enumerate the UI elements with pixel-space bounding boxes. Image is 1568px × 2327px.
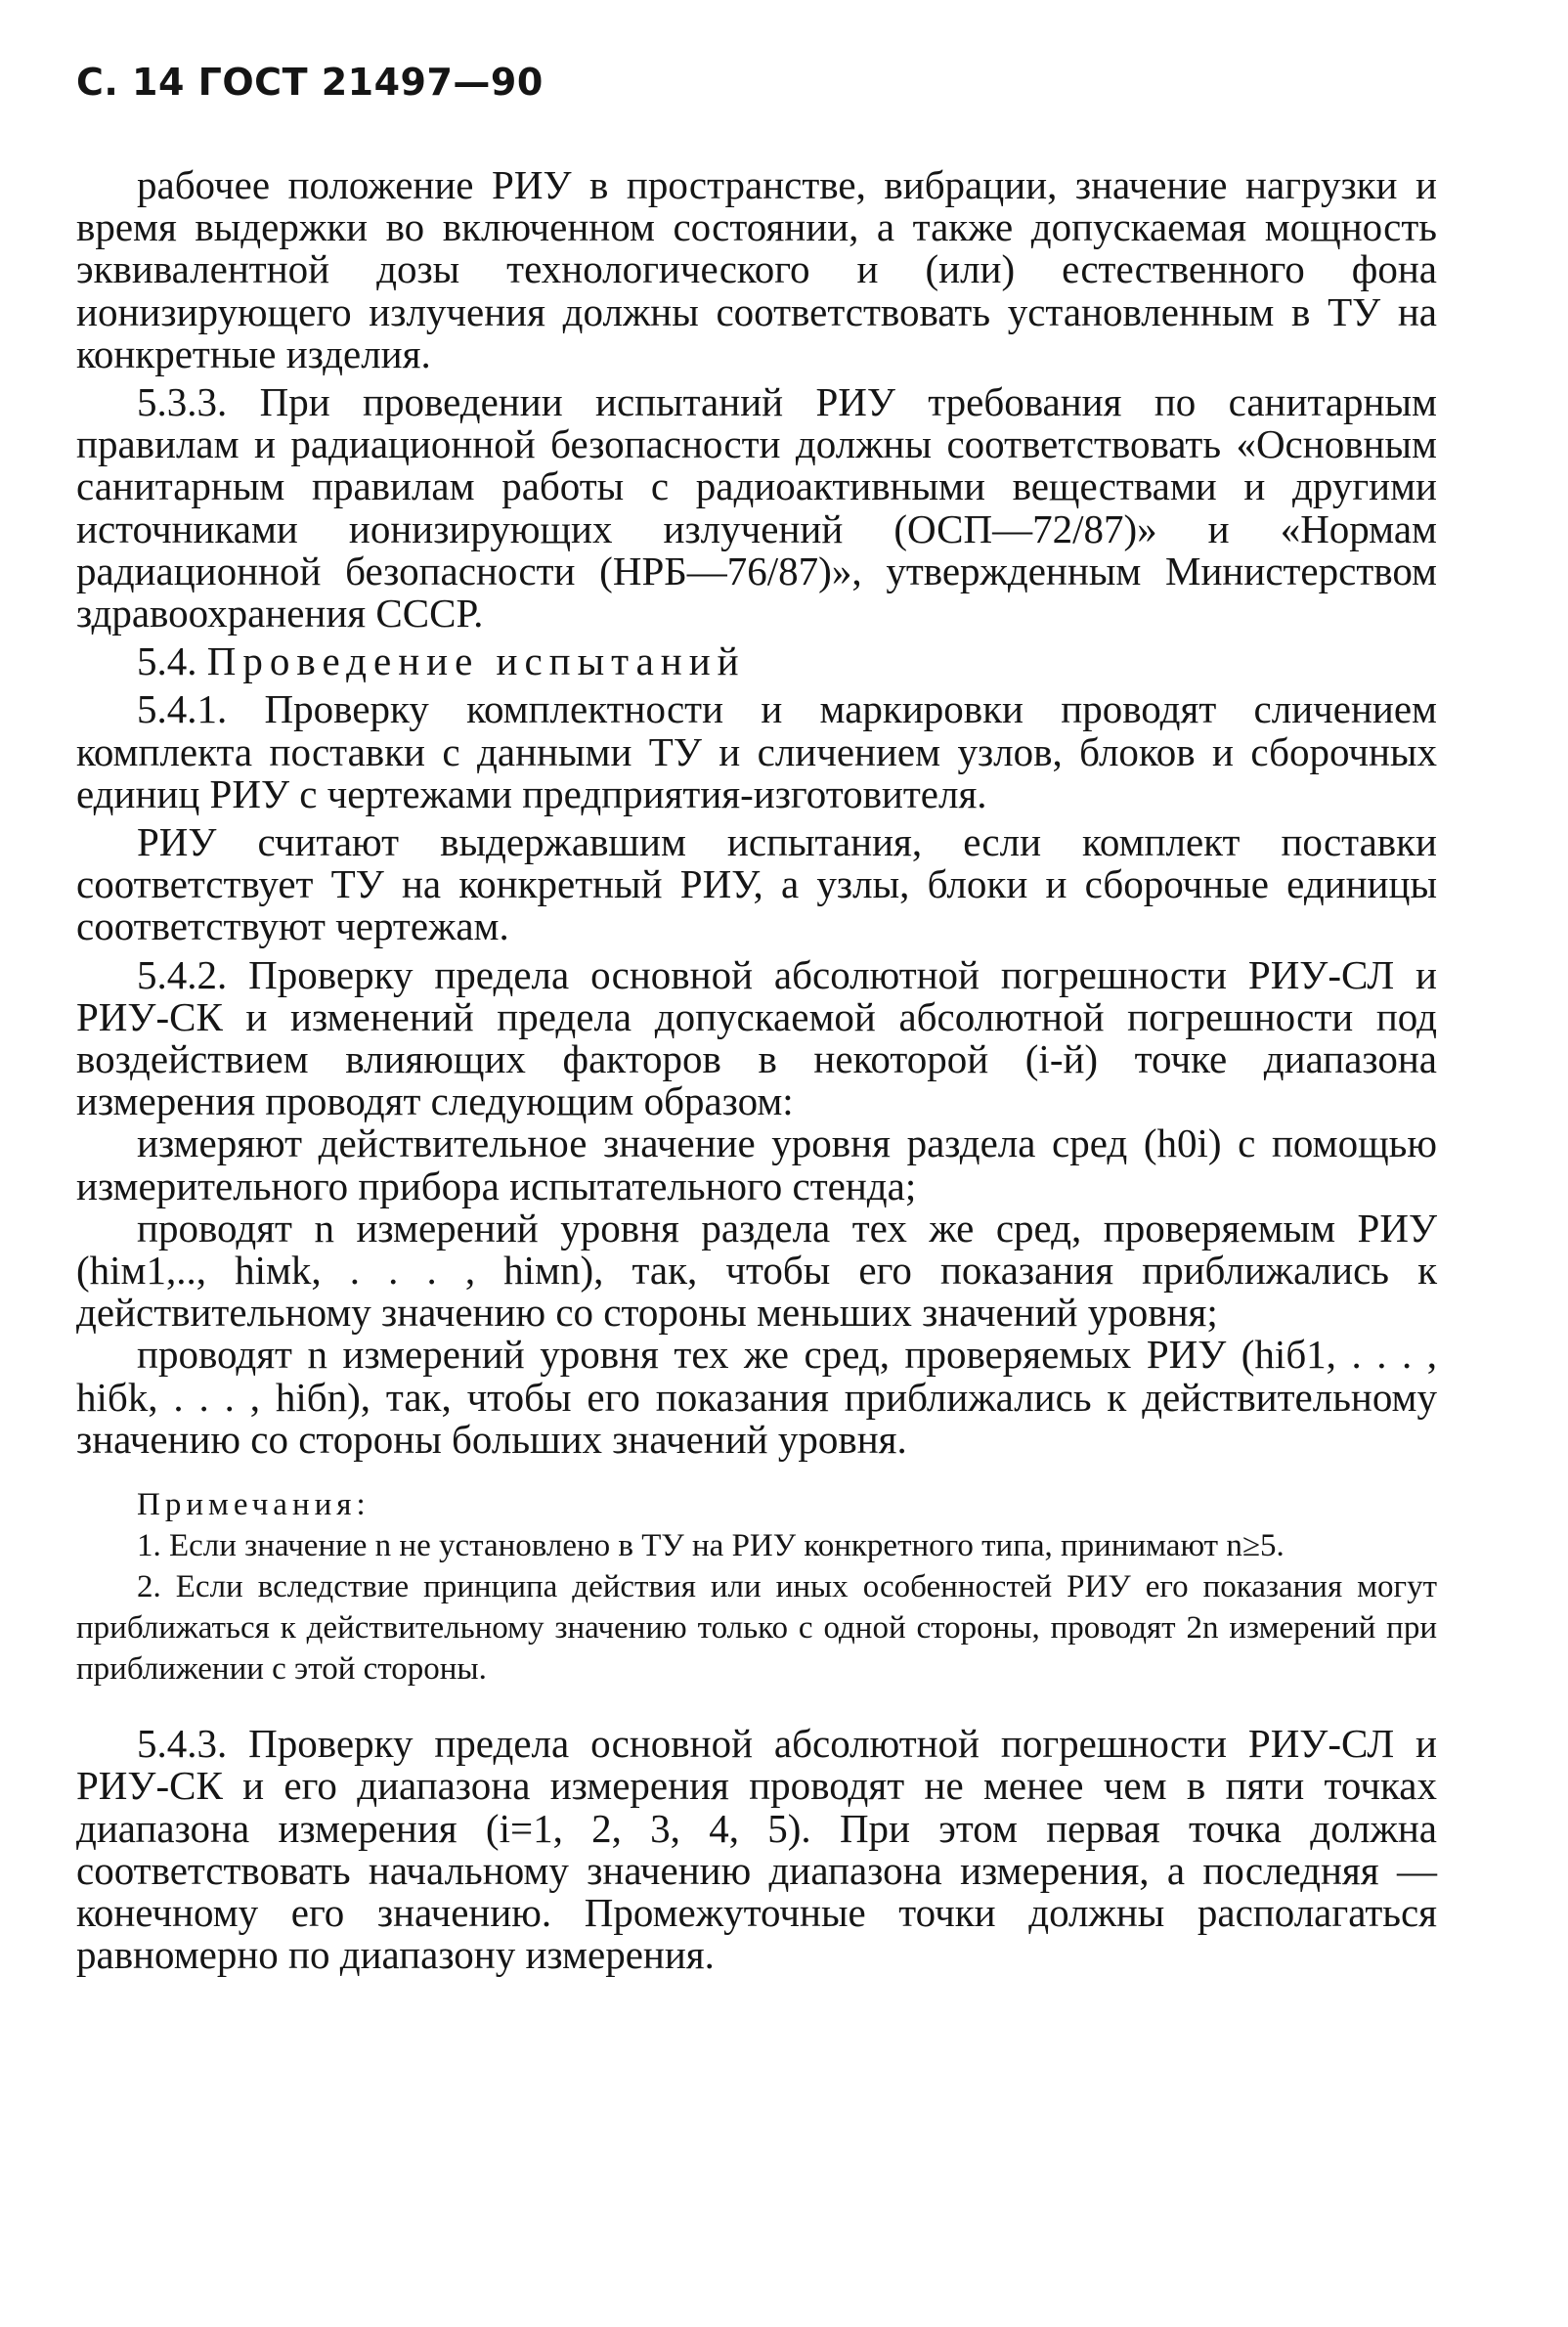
note-2: 2. Если вследствие принципа действия или иных особенностей РИУ его показания могут приближаться к действительному значению только с одной стороны, проводят 2n измерений при приближении с этой стороны.	[76, 1569, 1437, 1688]
paragraph-measure-lower: проводят n измерений уровня раздела тех же сред, проверяемым РИУ (hiм1,.., hiмk, . . . , hiмn), так, чтобы его показания приближались к действительному значению со стороны меньших значений уровня;	[76, 1205, 1437, 1336]
paragraph-acceptance: РИУ считают выдержавшим испытания, если комплект поставки соответствует ТУ на конкретный РИУ, а узлы, блоки и сборочные единицы соответствуют чертежам.	[76, 819, 1437, 949]
note-1: 1. Если значение n не установлено в ТУ на РИУ конкретного типа, принимают n≥5.	[137, 1528, 1285, 1564]
paragraph-measure-actual: измеряют действительное значение уровня раздела сред (h0i) с помощью измерительного прибора испытательного стенда;	[76, 1120, 1437, 1208]
document-body	[76, 164, 1437, 1976]
paragraph-measure-upper: проводят n измерений уровня тех же сред, проверяемых РИУ (hiб1, . . . , hiбk, . . . , hiбn), так, чтобы его показания приближались к действительному значению со стороны больших значений уровня.	[76, 1332, 1437, 1462]
section-heading-5-4	[76, 640, 1437, 682]
paragraph-continuation: рабочее положение РИУ в пространстве, вибрации, значение нагрузки и время выдержки во включенном состоянии, а также допускаемая мощность эквивалентной дозы технологического и (или) естественного фона ионизирующего излучения должны соответствовать установленным в ТУ на конкретные изделия.	[76, 162, 1437, 376]
page-header: С. 14 ГОСТ 21497—90	[76, 61, 544, 104]
paragraph-5-4-2: 5.4.2. Проверку предела основной абсолютной погрешности РИУ-СЛ и РИУ-СК и изменений предела допускаемой абсолютной погрешности под воздействием влияющих факторов в некоторой (i-й) точке диапазона измерения проводят следующим образом:	[76, 951, 1437, 1124]
notes-title: Примечания:	[137, 1487, 370, 1523]
section-number: 5.4.	[137, 638, 197, 684]
paragraph-5-4-1: 5.4.1. Проверку комплектности и маркировки проводят сличением комплекта поставки с данными ТУ и сличением узлов, блоков и сборочных единиц РИУ с чертежами предприятия-изготовителя.	[76, 686, 1437, 816]
paragraph-5-4-3: 5.4.3. Проверку предела основной абсолютной погрешности РИУ-СЛ и РИУ-СК и его диапазона измерения проводят не менее чем в пяти точках диапазона измерения (i=1, 2, 3, 4, 5). При этом первая точка должна соответствовать начальному значению диапазона измерения, а последняя — конечному его значению. Промежуточные точки должны располагаться равномерно по диапазону измерения.	[76, 1721, 1437, 1978]
section-title: Проведение испытаний	[206, 638, 746, 684]
paragraph-5-3-3: 5.3.3. При проведении испытаний РИУ требования по санитарным правилам и радиационной безопасности должны соответствовать «Основным санитарным правилам работы с радиоактивными веществами и другими источниками ионизирующих излучений (ОСП—72/87)» и «Нормам радиационной безопасности (НРБ—76/87)», утвержденным Министерством здравоохранения СССР.	[76, 379, 1437, 637]
notes-block	[76, 1484, 1437, 1690]
